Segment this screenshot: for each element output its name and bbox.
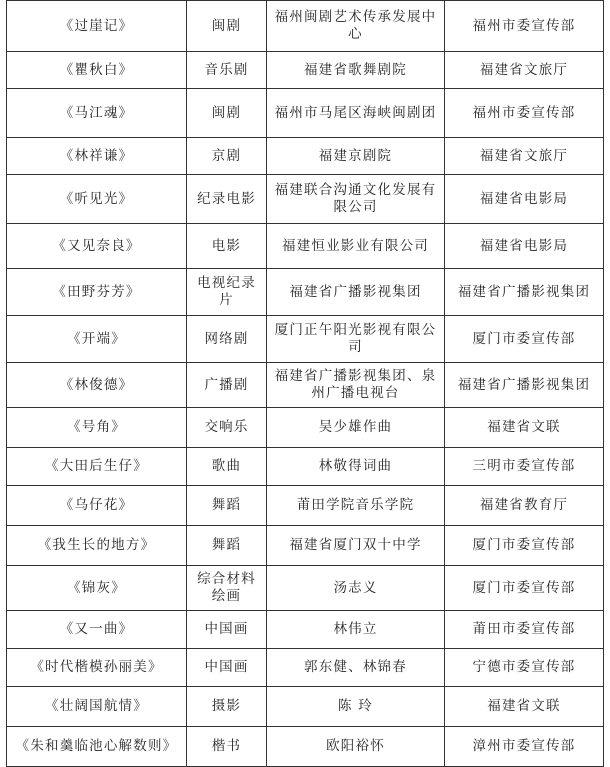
category-cell: 电影 [187, 224, 267, 269]
producer-cell: 林伟立 [267, 611, 445, 649]
table-row [7, 649, 604, 687]
table-row [7, 687, 604, 727]
category-cell: 闽剧 [187, 89, 267, 138]
recommender-cell: 福建省广播影视集团 [445, 363, 604, 408]
recommender-cell: 福州市委宣传部 [445, 89, 604, 138]
recommender-cell: 福建省广播影视集团 [445, 269, 604, 316]
work-title-cell: 《朱和羹临池心解数则》 [7, 727, 187, 767]
work-title-cell: 《时代楷模孙丽美》 [7, 649, 187, 687]
category-cell: 中国画 [187, 611, 267, 649]
category-cell: 舞蹈 [187, 486, 267, 526]
work-title-cell: 《过崖记》 [7, 1, 187, 52]
recommender-cell: 福建省电影局 [445, 224, 604, 269]
producer-cell: 莆田学院音乐学院 [267, 486, 445, 526]
table-row [7, 1, 604, 52]
category-cell: 综合材料绘画 [187, 566, 267, 611]
producer-cell: 福建京剧院 [267, 138, 445, 175]
category-cell: 歌曲 [187, 448, 267, 486]
work-title-cell: 《开端》 [7, 316, 187, 363]
table-row [7, 52, 604, 89]
table-row [7, 408, 604, 448]
award-list-document [6, 0, 603, 767]
producer-cell: 福建省歌舞剧院 [267, 52, 445, 89]
work-title-cell: 《壮阔国航情》 [7, 687, 187, 727]
work-title-cell: 《乌仔花》 [7, 486, 187, 526]
producer-cell: 陈 玲 [267, 687, 445, 727]
work-title-cell: 《我生长的地方》 [7, 526, 187, 566]
recommender-cell: 厦门市委宣传部 [445, 316, 604, 363]
work-title-cell: 《听见光》 [7, 175, 187, 224]
recommender-cell: 莆田市委宣传部 [445, 611, 604, 649]
work-title-cell: 《田野芬芳》 [7, 269, 187, 316]
recommender-cell: 福建省文联 [445, 687, 604, 727]
producer-cell: 福建省广播影视集团、泉州广播电视台 [267, 363, 445, 408]
work-title-cell: 《马江魂》 [7, 89, 187, 138]
category-cell: 电视纪录片 [187, 269, 267, 316]
table-row [7, 727, 604, 767]
category-cell: 广播剧 [187, 363, 267, 408]
category-cell: 京剧 [187, 138, 267, 175]
producer-cell: 吴少雄作曲 [267, 408, 445, 448]
recommender-cell: 福州市委宣传部 [445, 1, 604, 52]
work-title-cell: 《林祥谦》 [7, 138, 187, 175]
category-cell: 交响乐 [187, 408, 267, 448]
table-row [7, 486, 604, 526]
producer-cell: 福建恒业影业有限公司 [267, 224, 445, 269]
producer-cell: 汤志义 [267, 566, 445, 611]
table-row [7, 526, 604, 566]
category-cell: 音乐剧 [187, 52, 267, 89]
table-row [7, 363, 604, 408]
work-title-cell: 《林俊德》 [7, 363, 187, 408]
table-row [7, 89, 604, 138]
table-row [7, 269, 604, 316]
category-cell: 网络剧 [187, 316, 267, 363]
recommender-cell: 漳州市委宣传部 [445, 727, 604, 767]
category-cell: 中国画 [187, 649, 267, 687]
work-title-cell: 《大田后生仔》 [7, 448, 187, 486]
table-row [7, 224, 604, 269]
table-row [7, 448, 604, 486]
category-cell: 纪录电影 [187, 175, 267, 224]
award-table [6, 0, 604, 767]
producer-cell: 福州闽剧艺术传承发展中心 [267, 1, 445, 52]
table-row [7, 316, 604, 363]
recommender-cell: 福建省教育厅 [445, 486, 604, 526]
recommender-cell: 福建省文旅厅 [445, 138, 604, 175]
producer-cell: 福建联合沟通文化发展有限公司 [267, 175, 445, 224]
award-table-body [7, 1, 604, 767]
recommender-cell: 福建省文联 [445, 408, 604, 448]
table-row [7, 138, 604, 175]
producer-cell: 福建省厦门双十中学 [267, 526, 445, 566]
category-cell: 摄影 [187, 687, 267, 727]
producer-cell: 欧阳裕怀 [267, 727, 445, 767]
recommender-cell: 三明市委宣传部 [445, 448, 604, 486]
work-title-cell: 《又见奈良》 [7, 224, 187, 269]
work-title-cell: 《锦灰》 [7, 566, 187, 611]
recommender-cell: 福建省电影局 [445, 175, 604, 224]
producer-cell: 郭东健、林锦春 [267, 649, 445, 687]
producer-cell: 厦门正午阳光影视有限公司 [267, 316, 445, 363]
recommender-cell: 厦门市委宣传部 [445, 566, 604, 611]
recommender-cell: 宁德市委宣传部 [445, 649, 604, 687]
recommender-cell: 厦门市委宣传部 [445, 526, 604, 566]
producer-cell: 福建省广播影视集团 [267, 269, 445, 316]
table-row [7, 175, 604, 224]
table-row [7, 566, 604, 611]
work-title-cell: 《瞿秋白》 [7, 52, 187, 89]
work-title-cell: 《又一曲》 [7, 611, 187, 649]
category-cell: 舞蹈 [187, 526, 267, 566]
category-cell: 楷书 [187, 727, 267, 767]
work-title-cell: 《号角》 [7, 408, 187, 448]
table-row [7, 611, 604, 649]
producer-cell: 福州市马尾区海峡闽剧团 [267, 89, 445, 138]
category-cell: 闽剧 [187, 1, 267, 52]
producer-cell: 林敬得词曲 [267, 448, 445, 486]
recommender-cell: 福建省文旅厅 [445, 52, 604, 89]
